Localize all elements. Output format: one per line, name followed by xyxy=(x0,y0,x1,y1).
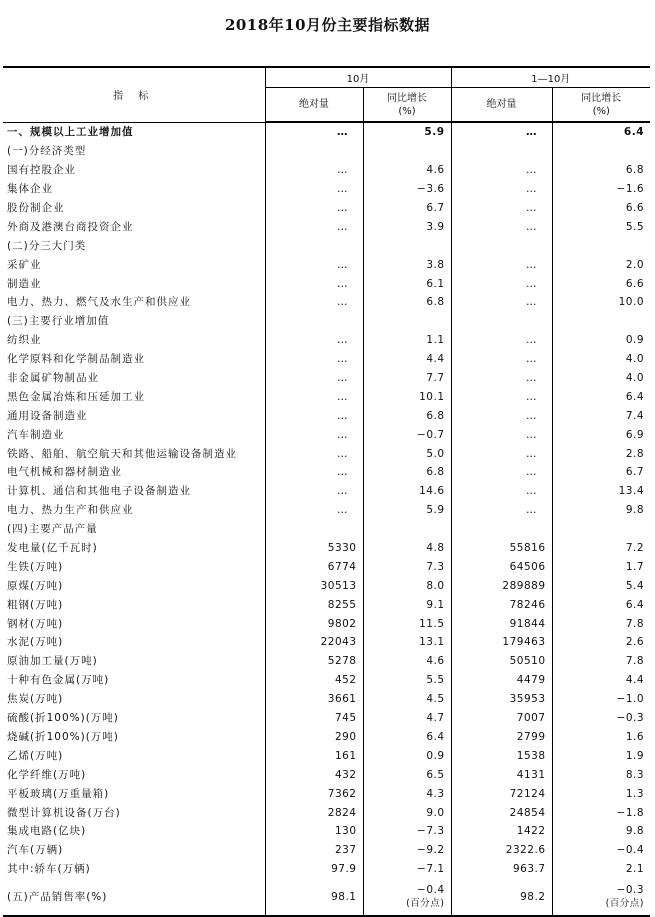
month-abs-cell xyxy=(265,236,363,255)
ytd-growth-cell: −0.3 xyxy=(552,709,650,728)
row-label: 原煤(万吨) xyxy=(7,579,64,592)
ytd-growth-cell: 1.9 xyxy=(552,746,650,765)
table-row xyxy=(3,539,650,558)
ytd-abs-cell: 2799 xyxy=(451,728,552,747)
ytd-abs-cell: … xyxy=(451,199,552,218)
month-abs-cell: 7362 xyxy=(265,784,363,803)
table-row xyxy=(3,180,650,199)
row-label: (三)主要行业增加值 xyxy=(7,315,110,328)
ytd-abs-cell: 35953 xyxy=(451,690,552,709)
month-growth-cell: 14.6 xyxy=(363,482,451,501)
ytd-abs-cell: … xyxy=(451,331,552,350)
ytd-abs-header: 绝对量 xyxy=(451,88,552,123)
month-abs-cell: … xyxy=(265,255,363,274)
month-growth-header: 同比增长 (%) xyxy=(363,88,451,123)
month-abs-cell: 237 xyxy=(265,841,363,860)
ytd-abs-cell: 963.7 xyxy=(451,860,552,879)
ytd-growth-cell: −0.3 (百分点) xyxy=(552,879,650,916)
row-label: 采矿业 xyxy=(7,258,42,271)
ytd-abs-cell: 91844 xyxy=(451,614,552,633)
ytd-growth-cell: 7.4 xyxy=(552,406,650,425)
row-label: 其中:轿车(万辆) xyxy=(7,863,91,876)
month-abs-header: 绝对量 xyxy=(265,88,363,123)
ytd-growth-cell: 7.8 xyxy=(552,614,650,633)
month-abs-cell: … xyxy=(265,331,363,350)
ytd-group-header: 1—10月 xyxy=(451,67,650,88)
indicator-table xyxy=(3,66,650,917)
table-row xyxy=(3,728,650,747)
month-abs-cell: … xyxy=(265,161,363,180)
ytd-growth-cell: 13.4 xyxy=(552,482,650,501)
table-row xyxy=(3,784,650,803)
month-growth-cell: 7.7 xyxy=(363,369,451,388)
ytd-growth-cell: 6.7 xyxy=(552,463,650,482)
table-row xyxy=(3,331,650,350)
ytd-growth-cell: 8.3 xyxy=(552,765,650,784)
ytd-growth-cell xyxy=(552,312,650,331)
table-row xyxy=(3,312,650,331)
table-row xyxy=(3,803,650,822)
month-growth-cell: −7.3 xyxy=(363,822,451,841)
month-growth-cell: 9.0 xyxy=(363,803,451,822)
month-growth-cell: −9.2 xyxy=(363,841,451,860)
month-growth-cell xyxy=(363,312,451,331)
table-row xyxy=(3,595,650,614)
table-row xyxy=(3,425,650,444)
month-abs-cell: 3661 xyxy=(265,690,363,709)
month-abs-cell: 161 xyxy=(265,746,363,765)
ytd-growth-cell: 7.2 xyxy=(552,539,650,558)
ytd-growth-cell: 6.8 xyxy=(552,161,650,180)
ytd-growth-cell xyxy=(552,520,650,539)
month-abs-cell: … xyxy=(265,180,363,199)
ytd-growth-cell: 2.6 xyxy=(552,633,650,652)
ytd-abs-cell xyxy=(451,312,552,331)
ytd-growth-cell: 2.8 xyxy=(552,444,650,463)
table-row xyxy=(3,520,650,539)
table-row xyxy=(3,822,650,841)
table-row xyxy=(3,482,650,501)
row-label: 微型计算机设备(万台) xyxy=(7,806,121,819)
month-growth-cell: 6.5 xyxy=(363,765,451,784)
row-label: 制造业 xyxy=(7,277,42,290)
ytd-growth-cell: 6.4 xyxy=(552,595,650,614)
month-abs-cell: … xyxy=(265,482,363,501)
table-row xyxy=(3,501,650,520)
month-abs-cell: 8255 xyxy=(265,595,363,614)
row-label: 铁路、船舶、航空航天和其他运输设备制造业 xyxy=(7,447,237,460)
table-row xyxy=(3,369,650,388)
month-growth-cell: 7.3 xyxy=(363,557,451,576)
ytd-growth-cell: 2.0 xyxy=(552,255,650,274)
month-abs-cell: … xyxy=(265,199,363,218)
month-abs-cell: … xyxy=(265,501,363,520)
ytd-abs-cell: … xyxy=(451,161,552,180)
month-growth-cell: 6.7 xyxy=(363,199,451,218)
ytd-abs-cell: … xyxy=(451,463,552,482)
table-row xyxy=(3,236,650,255)
table-row xyxy=(3,293,650,312)
month-growth-cell: 6.4 xyxy=(363,728,451,747)
ytd-abs-cell: 7007 xyxy=(451,709,552,728)
month-growth-cell: 8.0 xyxy=(363,576,451,595)
ytd-growth-cell: 7.8 xyxy=(552,652,650,671)
ytd-growth-cell: 5.4 xyxy=(552,576,650,595)
row-label: 电力、热力、燃气及水生产和供应业 xyxy=(7,296,191,309)
table-row xyxy=(3,350,650,369)
month-growth-cell: 11.5 xyxy=(363,614,451,633)
month-abs-cell: … xyxy=(265,217,363,236)
month-growth-cell: −0.7 xyxy=(363,425,451,444)
ytd-abs-cell: … xyxy=(451,482,552,501)
ytd-abs-cell: … xyxy=(451,369,552,388)
month-abs-cell: 452 xyxy=(265,671,363,690)
row-label: 计算机、通信和其他电子设备制造业 xyxy=(7,485,191,498)
month-abs-cell: 130 xyxy=(265,822,363,841)
row-label: 生铁(万吨) xyxy=(7,560,64,573)
ytd-growth-cell: 4.0 xyxy=(552,350,650,369)
ytd-abs-cell: … xyxy=(451,444,552,463)
month-abs-cell: … xyxy=(265,274,363,293)
month-growth-cell: 5.9 xyxy=(363,501,451,520)
ytd-growth-cell: 6.6 xyxy=(552,199,650,218)
month-abs-cell: 432 xyxy=(265,765,363,784)
row-label: 水泥(万吨) xyxy=(7,636,64,649)
month-growth-cell xyxy=(363,520,451,539)
ytd-abs-cell: 1422 xyxy=(451,822,552,841)
table-row xyxy=(3,463,650,482)
month-abs-cell: 745 xyxy=(265,709,363,728)
ytd-abs-cell: … xyxy=(451,425,552,444)
month-growth-cell: 4.4 xyxy=(363,350,451,369)
row-label: 汽车制造业 xyxy=(7,428,65,441)
row-label: 纺织业 xyxy=(7,334,42,347)
month-abs-cell: … xyxy=(265,350,363,369)
table-row xyxy=(3,671,650,690)
table-row xyxy=(3,576,650,595)
ytd-abs-cell: … xyxy=(451,350,552,369)
month-abs-cell: … xyxy=(265,122,363,142)
row-label: 化学原料和化学制品制造业 xyxy=(7,353,145,366)
row-label: 外商及港澳台商投资企业 xyxy=(7,220,134,233)
ytd-abs-cell: 78246 xyxy=(451,595,552,614)
table-body xyxy=(3,122,650,916)
ytd-growth-cell: 4.0 xyxy=(552,369,650,388)
ytd-abs-cell: 2322.6 xyxy=(451,841,552,860)
row-label: (二)分三大门类 xyxy=(7,239,87,252)
ytd-abs-cell: … xyxy=(451,406,552,425)
ytd-growth-cell: 6.4 xyxy=(552,122,650,142)
ytd-abs-cell: … xyxy=(451,255,552,274)
ytd-abs-cell: … xyxy=(451,387,552,406)
month-growth-cell: 4.6 xyxy=(363,652,451,671)
row-label: (一)分经济类型 xyxy=(7,145,87,158)
month-growth-cell: 4.7 xyxy=(363,709,451,728)
ytd-abs-cell: 289889 xyxy=(451,576,552,595)
ytd-growth-cell: 0.9 xyxy=(552,331,650,350)
ytd-growth-cell: 1.6 xyxy=(552,728,650,747)
month-group-header: 10月 xyxy=(265,67,451,88)
month-abs-cell: 30513 xyxy=(265,576,363,595)
indicator-header: 指 标 xyxy=(3,67,265,122)
table-row xyxy=(3,142,650,161)
table-row xyxy=(3,161,650,180)
month-abs-cell: 2824 xyxy=(265,803,363,822)
month-growth-cell: 0.9 xyxy=(363,746,451,765)
month-abs-cell: … xyxy=(265,293,363,312)
row-label: 十种有色金属(万吨) xyxy=(7,674,110,687)
month-growth-cell: 1.1 xyxy=(363,331,451,350)
row-label: 一、规模以上工业增加值 xyxy=(7,126,134,139)
month-abs-cell: 9802 xyxy=(265,614,363,633)
month-growth-cell: 13.1 xyxy=(363,633,451,652)
row-label: 集成电路(亿块) xyxy=(7,825,87,838)
ytd-abs-cell xyxy=(451,236,552,255)
ytd-abs-cell: 50510 xyxy=(451,652,552,671)
month-growth-cell: 4.3 xyxy=(363,784,451,803)
row-label: 化学纤维(万吨) xyxy=(7,768,87,781)
month-abs-cell: … xyxy=(265,387,363,406)
row-label: 通用设备制造业 xyxy=(7,409,88,422)
row-label: 硫酸(折100%)(万吨) xyxy=(7,712,119,725)
ytd-abs-cell: … xyxy=(451,293,552,312)
ytd-abs-cell xyxy=(451,520,552,539)
table-row xyxy=(3,709,650,728)
month-abs-cell: 6774 xyxy=(265,557,363,576)
ytd-growth-cell: −1.6 xyxy=(552,180,650,199)
ytd-growth-cell: 10.0 xyxy=(552,293,650,312)
table-row xyxy=(3,387,650,406)
table-row xyxy=(3,841,650,860)
table-row xyxy=(3,652,650,671)
month-growth-cell: −0.4 (百分点) xyxy=(363,879,451,916)
ytd-growth-cell: 6.6 xyxy=(552,274,650,293)
month-abs-cell: … xyxy=(265,406,363,425)
ytd-abs-cell: … xyxy=(451,501,552,520)
month-growth-cell: 6.1 xyxy=(363,274,451,293)
month-abs-cell: 5278 xyxy=(265,652,363,671)
ytd-abs-cell: 55816 xyxy=(451,539,552,558)
month-abs-cell: … xyxy=(265,425,363,444)
ytd-growth-cell: 4.4 xyxy=(552,671,650,690)
table-row xyxy=(3,690,650,709)
ytd-growth-cell: 1.7 xyxy=(552,557,650,576)
row-label: (四)主要产品产量 xyxy=(7,523,98,536)
row-label: 钢材(万吨) xyxy=(7,617,64,630)
month-abs-cell xyxy=(265,520,363,539)
table-row xyxy=(3,746,650,765)
table-row xyxy=(3,879,650,916)
month-growth-cell: 4.5 xyxy=(363,690,451,709)
month-abs-cell xyxy=(265,142,363,161)
table-row xyxy=(3,217,650,236)
month-growth-cell: 4.6 xyxy=(363,161,451,180)
ytd-abs-cell: 4479 xyxy=(451,671,552,690)
row-label: 国有控股企业 xyxy=(7,164,76,177)
row-label: 原油加工量(万吨) xyxy=(7,655,98,668)
month-growth-cell: −3.6 xyxy=(363,180,451,199)
row-label: 汽车(万辆) xyxy=(7,844,64,857)
ytd-abs-cell: … xyxy=(451,217,552,236)
ytd-abs-cell: 98.2 xyxy=(451,879,552,916)
month-growth-cell xyxy=(363,236,451,255)
month-growth-cell: 5.5 xyxy=(363,671,451,690)
ytd-growth-cell: 6.9 xyxy=(552,425,650,444)
month-growth-cell: 3.8 xyxy=(363,255,451,274)
ytd-growth-cell: −0.4 xyxy=(552,841,650,860)
row-label: 乙烯(万吨) xyxy=(7,749,64,762)
table-row xyxy=(3,765,650,784)
ytd-abs-cell: 4131 xyxy=(451,765,552,784)
ytd-growth-cell: 9.8 xyxy=(552,822,650,841)
ytd-abs-cell: 72124 xyxy=(451,784,552,803)
month-growth-cell: 9.1 xyxy=(363,595,451,614)
month-abs-cell: 98.1 xyxy=(265,879,363,916)
table-row xyxy=(3,557,650,576)
table-row xyxy=(3,614,650,633)
table-row xyxy=(3,406,650,425)
ytd-abs-cell: 24854 xyxy=(451,803,552,822)
month-growth-cell: −7.1 xyxy=(363,860,451,879)
ytd-growth-cell: 1.3 xyxy=(552,784,650,803)
ytd-growth-cell: −1.0 xyxy=(552,690,650,709)
row-label: 电气机械和器材制造业 xyxy=(7,466,122,479)
month-growth-cell: 6.8 xyxy=(363,293,451,312)
row-label: 集体企业 xyxy=(7,183,53,196)
table-header xyxy=(3,67,650,122)
ytd-abs-cell: 64506 xyxy=(451,557,552,576)
month-abs-cell: 97.9 xyxy=(265,860,363,879)
ytd-growth-header: 同比增长 (%) xyxy=(552,88,650,123)
ytd-abs-cell xyxy=(451,142,552,161)
ytd-growth-cell xyxy=(552,142,650,161)
ytd-growth-cell: 9.8 xyxy=(552,501,650,520)
month-abs-cell: … xyxy=(265,444,363,463)
month-abs-cell xyxy=(265,312,363,331)
month-abs-cell: … xyxy=(265,369,363,388)
row-label: 烧碱(折100%)(万吨) xyxy=(7,730,119,743)
ytd-growth-cell: 5.5 xyxy=(552,217,650,236)
month-growth-cell: 5.9 xyxy=(363,122,451,142)
ytd-abs-cell: … xyxy=(451,180,552,199)
month-abs-cell: 22043 xyxy=(265,633,363,652)
month-growth-cell xyxy=(363,142,451,161)
page-title: 2018年10月份主要指标数据 xyxy=(224,16,431,34)
month-growth-cell: 4.8 xyxy=(363,539,451,558)
row-label: 粗钢(万吨) xyxy=(7,598,64,611)
month-abs-cell: 290 xyxy=(265,728,363,747)
row-label: 股份制企业 xyxy=(7,202,65,214)
row-label: 电力、热力生产和供应业 xyxy=(7,504,134,517)
ytd-growth-cell xyxy=(552,236,650,255)
table-row xyxy=(3,633,650,652)
ytd-abs-cell: 179463 xyxy=(451,633,552,652)
month-growth-cell: 6.8 xyxy=(363,463,451,482)
row-label: 黑色金属冶炼和压延加工业 xyxy=(7,390,145,403)
month-growth-cell: 5.0 xyxy=(363,444,451,463)
month-abs-cell: … xyxy=(265,463,363,482)
ytd-growth-cell: −1.8 xyxy=(552,803,650,822)
row-label: (五)产品销售率(%) xyxy=(3,879,265,916)
month-growth-cell: 3.9 xyxy=(363,217,451,236)
ytd-growth-cell: 6.4 xyxy=(552,387,650,406)
table-row xyxy=(3,274,650,293)
row-label: 发电量(亿千瓦时) xyxy=(7,542,98,555)
row-label: 焦炭(万吨) xyxy=(7,693,64,706)
table-row xyxy=(3,122,650,142)
table-row xyxy=(3,199,650,218)
month-growth-cell: 6.8 xyxy=(363,406,451,425)
month-growth-cell: 10.1 xyxy=(363,387,451,406)
ytd-abs-cell: … xyxy=(451,274,552,293)
row-label: 非金属矿物制品业 xyxy=(7,372,99,385)
table-row xyxy=(3,860,650,879)
ytd-growth-cell: 2.1 xyxy=(552,860,650,879)
table-row xyxy=(3,444,650,463)
ytd-abs-cell: … xyxy=(451,122,552,142)
ytd-abs-cell: 1538 xyxy=(451,746,552,765)
month-abs-cell: 5330 xyxy=(265,539,363,558)
table-row xyxy=(3,255,650,274)
row-label: 平板玻璃(万重量箱) xyxy=(7,787,110,800)
